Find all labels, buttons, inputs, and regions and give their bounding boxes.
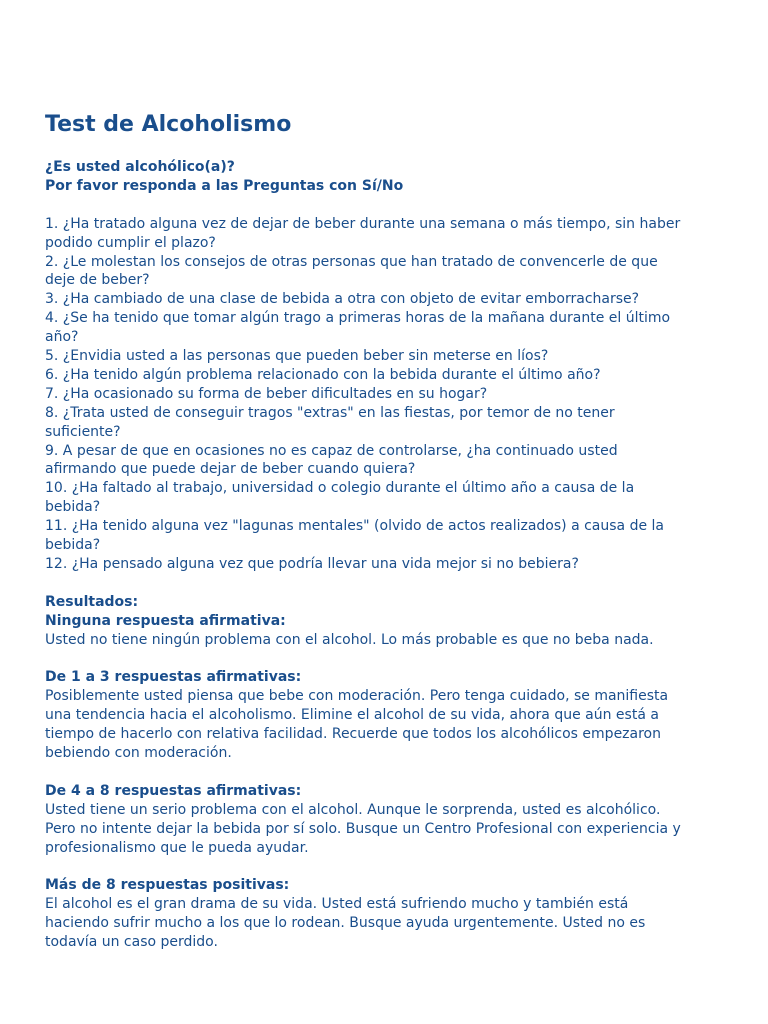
result-section (45, 668, 745, 781)
document-body (45, 158, 745, 952)
question-text-line: 10. ¿Ha faltado al trabajo, universidad o colegio durante el último año a causa de la (45, 480, 635, 497)
intro-instructions: Por favor responda a las Preguntas con Sí/No (45, 177, 404, 194)
intro (45, 158, 745, 196)
result-text-line: tiempo de hacerlo con relativa facilidad. Recuerde que todos los alcohólicos empezaron (45, 726, 661, 743)
question-text-line: 3. ¿Ha cambiado de una clase de bebida a otra con objeto de evitar emborracharse? (45, 291, 640, 308)
question-item (45, 290, 745, 309)
results-heading: Resultados: (45, 593, 139, 610)
result-section (45, 876, 745, 952)
question-text-line: 5. ¿Envidia usted a las personas que pueden beber sin meterse en líos? (45, 348, 549, 365)
question-text-line: 1. ¿Ha tratado alguna vez de dejar de beber durante una semana o más tiempo, sin haber (45, 215, 681, 232)
question-text-line: bebida? (45, 537, 101, 554)
question-text-line: 9. A pesar de que en ocasiones no es capaz de controlarse, ¿ha continuado usted (45, 442, 618, 459)
question-text-line: podido cumplir el plazo? (45, 234, 216, 251)
question-text-line: deje de beber? (45, 272, 150, 289)
question-text-line: 12. ¿Ha pensado alguna vez que podría llevar una vida mejor si no bebiera? (45, 556, 579, 573)
question-text-line: 4. ¿Se ha tenido que tomar algún trago a primeras horas de la mañana durante el último (45, 310, 671, 327)
question-item (45, 385, 745, 404)
result-text-line: bebiendo con moderación. (45, 745, 232, 762)
question-item (45, 309, 745, 347)
result-text-line: El alcohol es el gran drama de su vida. Usted está sufriendo mucho y también está (45, 896, 629, 913)
result-text-line: Posiblemente usted piensa que bebe con moderación. Pero tenga cuidado, se manifiesta (45, 688, 669, 705)
result-section (45, 612, 745, 669)
intro-question: ¿Es usted alcohólico(a)? (45, 159, 235, 175)
question-item (45, 442, 745, 480)
result-heading: De 4 a 8 respuestas afirmativas: (45, 782, 302, 799)
result-text-line: profesionalismo que le pueda ayudar. (45, 839, 309, 856)
results-list (45, 612, 745, 952)
question-item (45, 347, 745, 366)
result-section (45, 782, 745, 877)
question-text-line: 11. ¿Ha tenido alguna vez "lagunas mentales" (olvido de actos realizados) a causa de la (45, 518, 664, 535)
result-heading: Ninguna respuesta afirmativa: (45, 612, 286, 629)
question-text-line: afirmando que puede dejar de beber cuando quiera? (45, 461, 416, 478)
question-text-line: 7. ¿Ha ocasionado su forma de beber dificultades en su hogar? (45, 385, 488, 402)
question-item (45, 215, 745, 253)
question-text-line: año? (45, 329, 79, 346)
question-item (45, 517, 745, 555)
result-heading: Más de 8 respuestas positivas: (45, 877, 290, 894)
question-item (45, 253, 745, 291)
question-text-line: 8. ¿Trata usted de conseguir tragos "extras" en las fiestas, por temor de no tener (45, 404, 615, 421)
result-text-line: Usted no tiene ningún problema con el alcohol. Lo más probable es que no beba nada. (45, 631, 654, 648)
result-text-line: haciendo sufrir mucho a los que lo rodean. Busque ayuda urgentemente. Usted no es (45, 915, 646, 932)
result-heading: De 1 a 3 respuestas afirmativas: (45, 669, 302, 686)
question-item (45, 366, 745, 385)
question-text-line: 2. ¿Le molestan los consejos de otras personas que han tratado de convencerle de que (45, 253, 658, 270)
question-item (45, 555, 745, 574)
result-text-line: todavía un caso perdido. (45, 934, 218, 951)
question-text-line: 6. ¿Ha tenido algún problema relacionado con la bebida durante el último año? (45, 366, 601, 383)
result-text-line: Pero no intente dejar la bebida por sí solo. Busque un Centro Profesional con experiencia y (45, 820, 681, 837)
question-item (45, 404, 745, 442)
page-title: Test de Alcoholismo (45, 112, 292, 137)
question-text-line: suficiente? (45, 423, 121, 440)
result-text-line: una tendencia hacia el alcoholismo. Elimine el alcohol de su vida, ahora que aún está a (45, 707, 659, 724)
result-text-line: Usted tiene un serio problema con el alcohol. Aunque le sorprenda, usted es alcohólico. (45, 801, 661, 818)
question-text-line: bebida? (45, 499, 101, 516)
question-list (45, 215, 745, 574)
question-item (45, 479, 745, 517)
